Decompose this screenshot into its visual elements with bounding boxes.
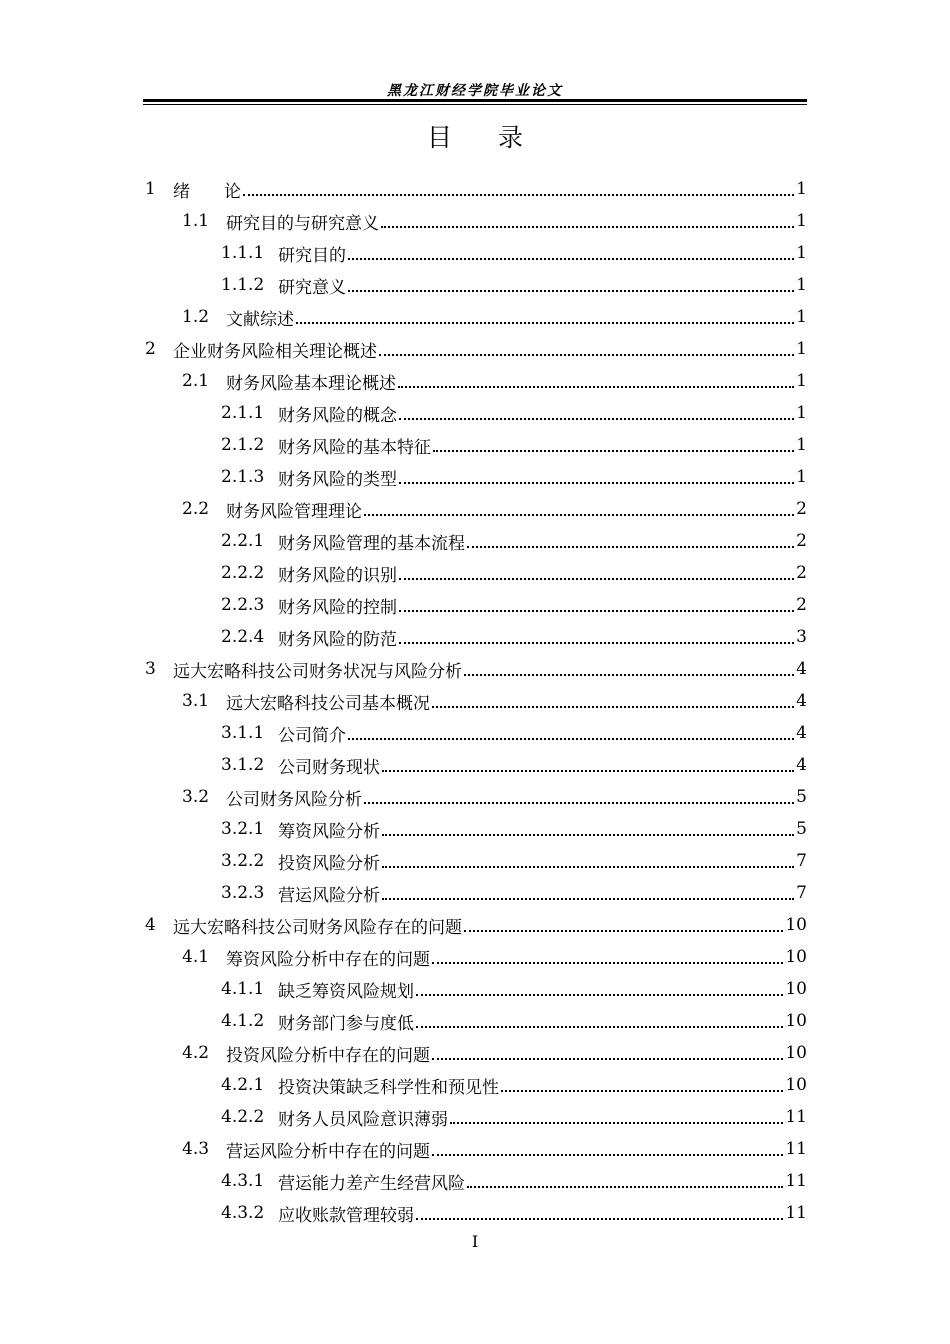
toc-entry-label: 公司财务现状 xyxy=(278,757,380,778)
toc-entry[interactable] xyxy=(143,1165,807,1197)
toc-entry-number: 4.1 xyxy=(182,947,210,967)
toc-entry-page: 10 xyxy=(785,947,807,967)
toc-dot-leader xyxy=(348,290,794,292)
toc-entry-label: 应收账款管理较弱 xyxy=(278,1205,414,1226)
toc-entry-page: 1 xyxy=(796,243,807,263)
toc-entry-number: 4.2.1 xyxy=(221,1075,265,1095)
toc-entry-page: 1 xyxy=(796,179,807,199)
toc-entry-page: 10 xyxy=(785,915,807,935)
toc-dot-leader xyxy=(382,834,794,836)
toc-entry-page: 5 xyxy=(796,819,807,839)
toc-entry[interactable] xyxy=(143,749,807,781)
toc-dot-leader xyxy=(433,450,794,452)
toc-dot-leader xyxy=(382,770,794,772)
toc-entry[interactable] xyxy=(143,621,807,653)
toc-entry-label: 缺乏筹资风险规划 xyxy=(278,981,414,1002)
toc-entry-label: 研究意义 xyxy=(278,277,346,298)
toc-entry[interactable] xyxy=(143,1069,807,1101)
toc-entry-page: 11 xyxy=(785,1107,807,1127)
toc-dot-leader xyxy=(243,194,794,196)
toc-entry-number: 1.1.2 xyxy=(221,275,265,295)
toc-entry-label: 财务风险的基本特征 xyxy=(278,437,431,458)
toc-dot-leader xyxy=(432,962,783,964)
toc-dot-leader xyxy=(381,226,794,228)
toc-entry-page: 1 xyxy=(796,371,807,391)
toc-dot-leader xyxy=(467,1186,783,1188)
toc-entry-number: 3 xyxy=(145,659,156,679)
toc-entry-page: 5 xyxy=(796,787,807,807)
toc-entry-page: 4 xyxy=(796,691,807,711)
toc-entry-label: 财务风险的防范 xyxy=(278,629,397,650)
toc-dot-leader xyxy=(399,418,794,420)
toc-dot-leader xyxy=(382,866,794,868)
toc-entry-page: 4 xyxy=(796,723,807,743)
toc-entry-number: 2.1.3 xyxy=(221,467,265,487)
toc-entry[interactable] xyxy=(143,717,807,749)
toc-dot-leader xyxy=(416,1026,783,1028)
toc-entry-page: 1 xyxy=(796,339,807,359)
header-rule-thick xyxy=(143,99,807,102)
toc-entry-number: 2.1.1 xyxy=(221,403,265,423)
toc-entry-number: 4.3.2 xyxy=(221,1203,265,1223)
toc-entry-number: 3.2.3 xyxy=(221,883,265,903)
toc-entry[interactable] xyxy=(143,493,807,525)
toc-entry[interactable] xyxy=(143,1197,807,1229)
toc-entry-page: 11 xyxy=(785,1171,807,1191)
toc-entry-page: 4 xyxy=(796,659,807,679)
toc-entry[interactable] xyxy=(143,653,807,685)
toc-dot-leader xyxy=(432,1154,783,1156)
toc-entry-label: 筹资风险分析 xyxy=(278,821,380,842)
toc-entry-number: 2.2.2 xyxy=(221,563,265,583)
toc-entry-number: 4.2.2 xyxy=(221,1107,265,1127)
toc-entry[interactable] xyxy=(143,173,807,205)
toc-entry[interactable] xyxy=(143,333,807,365)
toc-entry-page: 1 xyxy=(796,211,807,231)
toc-entry-label: 筹资风险分析中存在的问题 xyxy=(226,949,430,970)
toc-dot-leader xyxy=(399,642,794,644)
toc-entry[interactable] xyxy=(143,269,807,301)
toc-entry[interactable] xyxy=(143,909,807,941)
toc-entry-label: 远大宏略科技公司财务状况与风险分析 xyxy=(173,661,462,682)
toc-entry[interactable] xyxy=(143,429,807,461)
toc-entry[interactable] xyxy=(143,589,807,621)
toc-entry-number: 4.1.2 xyxy=(221,1011,265,1031)
toc-entry-label: 营运能力差产生经营风险 xyxy=(278,1173,465,1194)
toc-entry-page: 4 xyxy=(796,755,807,775)
toc-entry-number: 4.3.1 xyxy=(221,1171,265,1191)
toc-entry-label: 远大宏略科技公司基本概况 xyxy=(226,693,430,714)
toc-entry-page: 7 xyxy=(796,883,807,903)
toc-entry-number: 4.3 xyxy=(182,1139,210,1159)
page-header: 黑龙江财经学院毕业论文 xyxy=(387,83,563,99)
toc-entry-number: 3.1.2 xyxy=(221,755,265,775)
toc-entry-page: 10 xyxy=(785,1075,807,1095)
toc-dot-leader xyxy=(364,514,794,516)
toc-entry-number: 3.2 xyxy=(182,787,210,807)
toc-entry[interactable] xyxy=(143,1133,807,1165)
toc-dot-leader xyxy=(416,1218,783,1220)
toc-dot-leader xyxy=(382,898,794,900)
toc-entry-label: 财务风险的类型 xyxy=(278,469,397,490)
toc-entry-label: 公司财务风险分析 xyxy=(226,789,362,810)
toc-entry-page: 3 xyxy=(796,627,807,647)
toc-entry-number: 1.1.1 xyxy=(221,243,265,263)
toc-dot-leader xyxy=(464,930,783,932)
toc-entry-page: 11 xyxy=(785,1139,807,1159)
toc-entry-number: 2.1.2 xyxy=(221,435,265,455)
toc-entry-number: 4.2 xyxy=(182,1043,210,1063)
toc-entry-page: 1 xyxy=(796,435,807,455)
toc-entry-page: 1 xyxy=(796,467,807,487)
toc-entry-label: 营运风险分析 xyxy=(278,885,380,906)
toc-dot-leader xyxy=(467,546,794,548)
toc-entry-label: 财务风险的识别 xyxy=(278,565,397,586)
toc-entry-number: 1.1 xyxy=(182,211,210,231)
toc-dot-leader xyxy=(379,354,794,356)
toc-entry[interactable] xyxy=(143,781,807,813)
header-rule-thin xyxy=(143,104,807,105)
toc-entry-number: 3.2.1 xyxy=(221,819,265,839)
toc-entry-label: 文献综述 xyxy=(226,309,294,330)
toc-entry-label: 投资风险分析中存在的问题 xyxy=(226,1045,430,1066)
toc-entry[interactable] xyxy=(143,365,807,397)
toc-entry-label: 财务风险管理的基本流程 xyxy=(278,533,465,554)
toc-entry-number: 2.2 xyxy=(182,499,210,519)
toc-entry-label: 公司简介 xyxy=(278,725,346,746)
toc-entry[interactable] xyxy=(143,557,807,589)
toc-entry-page: 10 xyxy=(785,1011,807,1031)
toc-entry[interactable] xyxy=(143,237,807,269)
toc-title: 目录 xyxy=(426,123,569,152)
toc-entry-page: 1 xyxy=(796,275,807,295)
toc-entry-page: 7 xyxy=(796,851,807,871)
toc-dot-leader xyxy=(464,674,794,676)
toc-dot-leader xyxy=(398,386,794,388)
toc-dot-leader xyxy=(399,578,794,580)
toc-entry-label: 研究目的 xyxy=(278,245,346,266)
toc-entry-page: 11 xyxy=(785,1203,807,1223)
toc-entry-number: 2 xyxy=(145,339,156,359)
page-number: I xyxy=(471,1232,479,1251)
toc-entry[interactable] xyxy=(143,941,807,973)
toc-entry-label: 远大宏略科技公司财务风险存在的问题 xyxy=(173,917,462,938)
toc-entry[interactable] xyxy=(143,1101,807,1133)
toc-entry[interactable] xyxy=(143,845,807,877)
toc-entry-page: 2 xyxy=(796,531,807,551)
toc-entry-label: 财务风险管理理论 xyxy=(226,501,362,522)
toc-dot-leader xyxy=(432,706,794,708)
toc-entry-page: 10 xyxy=(785,1043,807,1063)
toc-entry[interactable] xyxy=(143,1005,807,1037)
toc-entry-page: 2 xyxy=(796,499,807,519)
toc-entry-number: 1 xyxy=(145,179,156,199)
toc-entry-label: 绪 论 xyxy=(173,181,241,202)
toc-entry-label: 研究目的与研究意义 xyxy=(226,213,379,234)
toc-entry[interactable] xyxy=(143,301,807,333)
toc-entry-number: 2.2.4 xyxy=(221,627,265,647)
toc-entry-number: 4 xyxy=(145,915,156,935)
toc-entry-page: 2 xyxy=(796,595,807,615)
toc-entry-page: 10 xyxy=(785,979,807,999)
toc-entry[interactable] xyxy=(143,813,807,845)
toc-entry-label: 投资风险分析 xyxy=(278,853,380,874)
toc-entry-label: 营运风险分析中存在的问题 xyxy=(226,1141,430,1162)
toc-dot-leader xyxy=(399,482,794,484)
toc-entry-label: 财务风险的控制 xyxy=(278,597,397,618)
toc-dot-leader xyxy=(296,322,794,324)
toc-entry[interactable] xyxy=(143,973,807,1005)
toc-entry[interactable] xyxy=(143,205,807,237)
table-of-contents xyxy=(143,173,807,1229)
toc-entry[interactable] xyxy=(143,461,807,493)
toc-entry-number: 2.2.3 xyxy=(221,595,265,615)
toc-entry-label: 财务风险基本理论概述 xyxy=(226,373,396,394)
toc-entry-label: 财务人员风险意识薄弱 xyxy=(278,1109,448,1130)
toc-entry-label: 企业财务风险相关理论概述 xyxy=(173,341,377,362)
toc-entry-page: 1 xyxy=(796,307,807,327)
toc-dot-leader xyxy=(450,1122,783,1124)
toc-entry-number: 3.1.1 xyxy=(221,723,265,743)
toc-entry[interactable] xyxy=(143,877,807,909)
toc-entry-number: 2.2.1 xyxy=(221,531,265,551)
toc-entry-page: 1 xyxy=(796,403,807,423)
toc-entry[interactable] xyxy=(143,397,807,429)
toc-dot-leader xyxy=(348,738,794,740)
toc-dot-leader xyxy=(399,610,794,612)
toc-dot-leader xyxy=(432,1058,783,1060)
toc-entry[interactable] xyxy=(143,1037,807,1069)
toc-entry[interactable] xyxy=(143,685,807,717)
toc-entry-page: 2 xyxy=(796,563,807,583)
toc-entry-label: 财务风险的概念 xyxy=(278,405,397,426)
toc-dot-leader xyxy=(348,258,794,260)
toc-entry-number: 3.1 xyxy=(182,691,210,711)
toc-entry-number: 3.2.2 xyxy=(221,851,265,871)
toc-entry-label: 投资决策缺乏科学性和预见性 xyxy=(278,1077,499,1098)
toc-dot-leader xyxy=(501,1090,783,1092)
toc-entry-number: 4.1.1 xyxy=(221,979,265,999)
toc-entry-number: 2.1 xyxy=(182,371,210,391)
toc-dot-leader xyxy=(416,994,783,996)
toc-entry-number: 1.2 xyxy=(182,307,210,327)
toc-entry[interactable] xyxy=(143,525,807,557)
toc-dot-leader xyxy=(364,802,794,804)
toc-entry-label: 财务部门参与度低 xyxy=(278,1013,414,1034)
